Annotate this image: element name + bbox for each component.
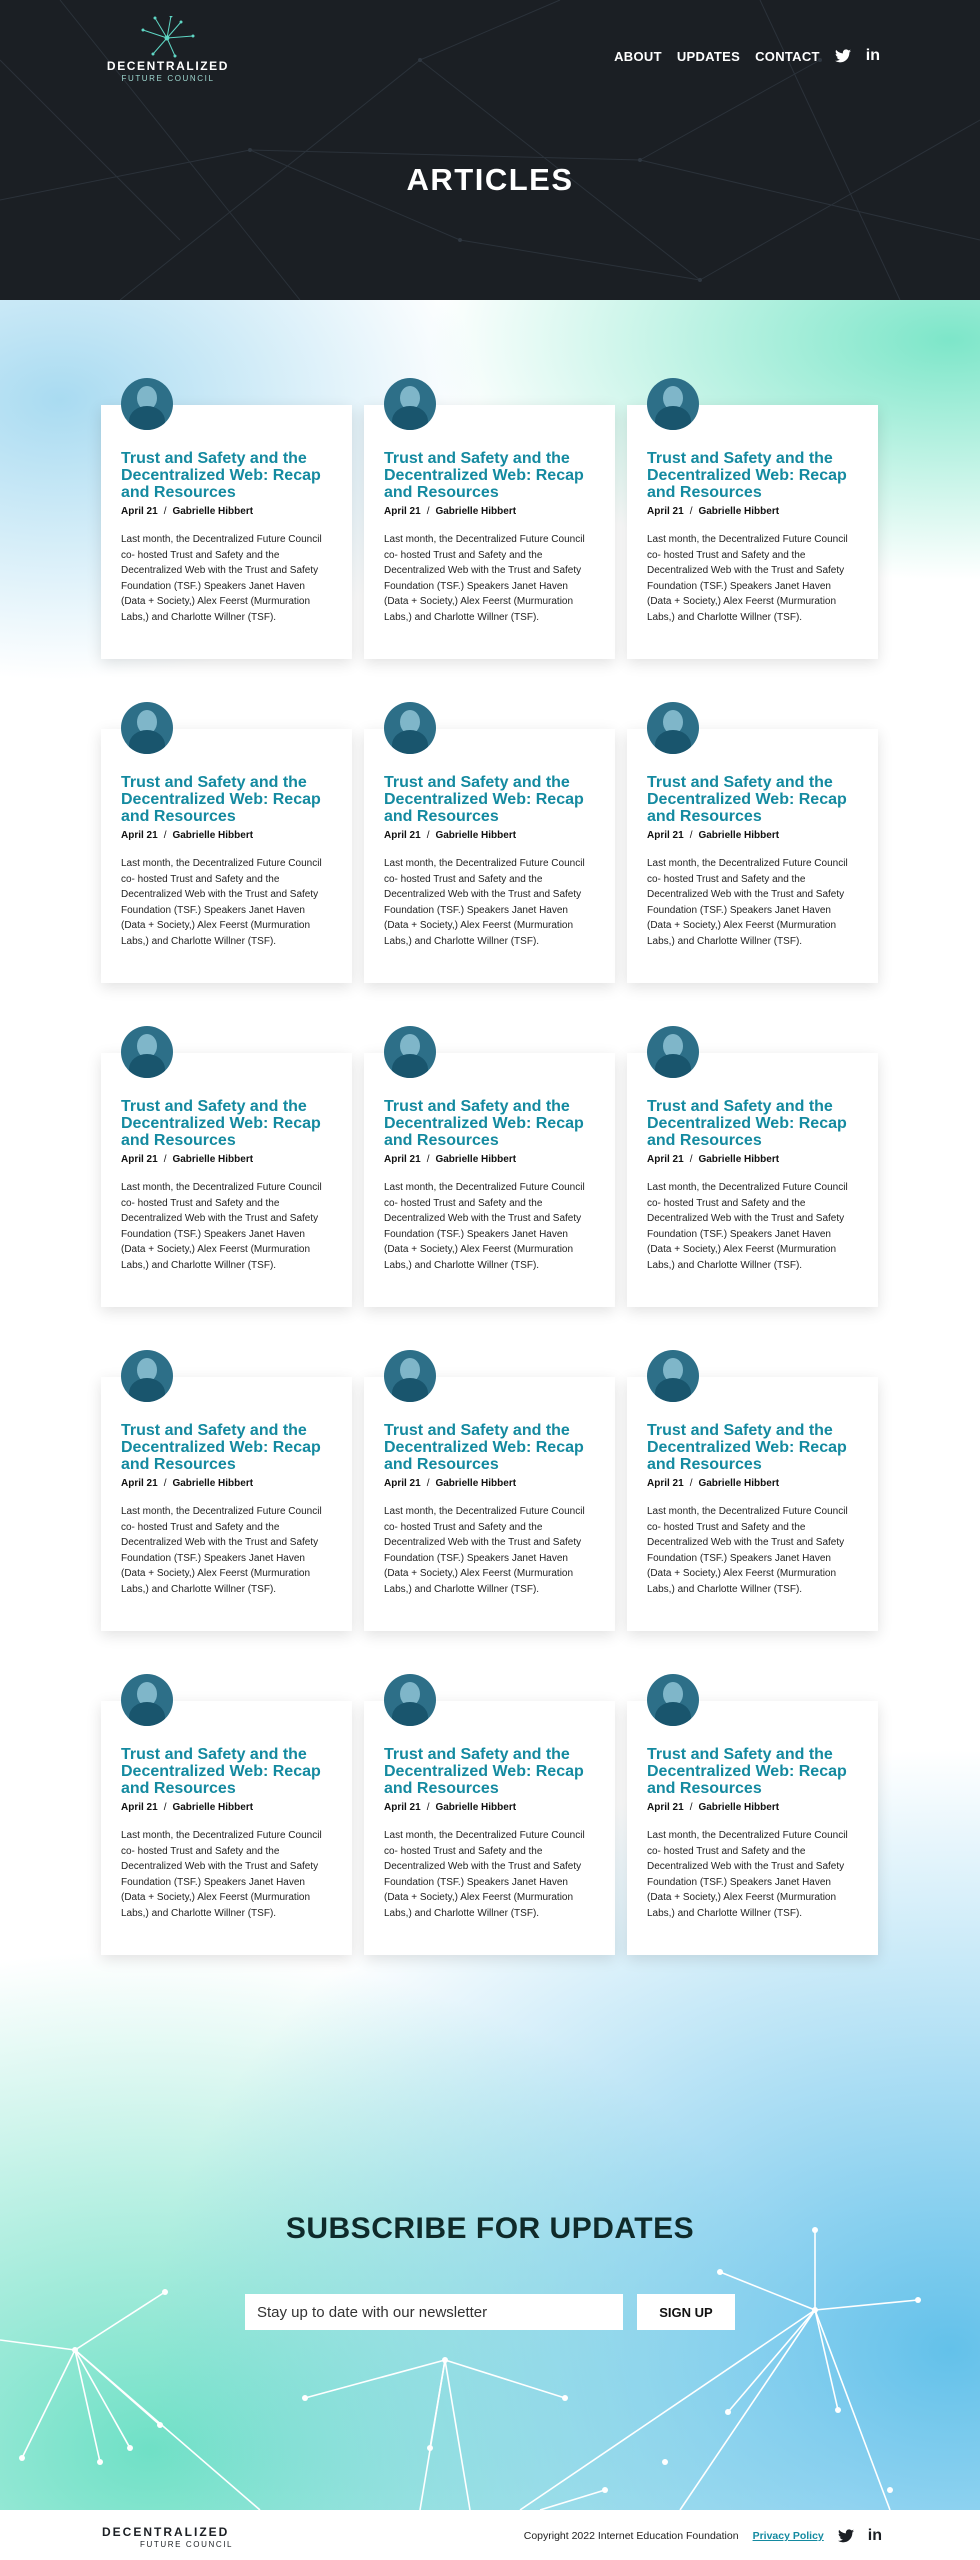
article-title[interactable]: Trust and Safety and the Decentralized Web: Recap and Resources [121,1422,321,1473]
meta-separator: / [689,1802,693,1813]
article-date: April 21 [647,1802,684,1813]
article-meta [384,1478,595,1489]
author-avatar [384,378,436,430]
article-card[interactable] [364,729,615,983]
article-date: April 21 [121,1802,158,1813]
meta-separator: / [689,830,693,841]
article-card[interactable] [627,729,878,983]
article-author: Gabrielle Hibbert [698,1802,780,1813]
article-title[interactable]: Trust and Safety and the Decentralized Web: Recap and Resources [647,1098,847,1149]
site-header [0,0,980,300]
author-avatar [647,378,699,430]
article-title[interactable]: Trust and Safety and the Decentralized Web: Recap and Resources [121,774,321,825]
nav-about[interactable]: ABOUT [614,48,662,64]
subscribe-network [0,2200,980,2510]
article-meta [647,1478,858,1489]
linkedin-icon[interactable]: in [865,47,880,64]
article-card[interactable] [627,1053,878,1307]
article-card[interactable] [364,405,615,659]
meta-separator: / [426,1802,430,1813]
footer-logo-title: DECENTRALIZED [102,2525,230,2539]
article-excerpt: Last month, the Decentralized Future Council co- hosted Trust and Safety and the Decentralized Web with the Trust and Safety Foundation (TSF.) Speakers Janet Haven (Data + Society,) Alex Feerst (Murmuration Labs,) and Charlotte Willner (TSF). [384,1830,585,1919]
article-excerpt: Last month, the Decentralized Future Council co- hosted Trust and Safety and the Decentralized Web with the Trust and Safety Foundation (TSF.) Speakers Janet Haven (Data + Society,) Alex Feerst (Murmuration Labs,) and Charlotte Willner (TSF). [384,1182,585,1271]
article-date: April 21 [121,1154,158,1165]
article-card[interactable] [627,1701,878,1955]
meta-separator: / [426,1154,430,1165]
article-date: April 21 [121,1478,158,1489]
article-date: April 21 [384,1802,421,1813]
article-date: April 21 [121,830,158,841]
copyright-text: Copyright 2022 Internet Education Foundation [523,2530,739,2542]
article-excerpt: Last month, the Decentralized Future Council co- hosted Trust and Safety and the Decentralized Web with the Trust and Safety Foundation (TSF.) Speakers Janet Haven (Data + Society,) Alex Feerst (Murmuration Labs,) and Charlotte Willner (TSF). [647,858,848,947]
meta-separator: / [163,1154,167,1165]
article-date: April 21 [647,830,684,841]
meta-separator: / [426,1478,430,1489]
author-avatar [121,1350,173,1402]
article-author: Gabrielle Hibbert [698,830,780,841]
meta-separator: / [163,830,167,841]
footer-logo-subtitle: FUTURE COUNCIL [140,2540,234,2549]
article-card[interactable] [101,729,352,983]
article-author: Gabrielle Hibbert [698,1478,780,1489]
meta-separator: / [163,506,167,517]
article-meta [384,1802,595,1813]
article-author: Gabrielle Hibbert [172,506,254,517]
article-title[interactable]: Trust and Safety and the Decentralized Web: Recap and Resources [647,1422,847,1473]
author-avatar [647,1026,699,1078]
twitter-icon[interactable] [835,49,851,63]
article-card[interactable] [101,1377,352,1631]
article-excerpt: Last month, the Decentralized Future Council co- hosted Trust and Safety and the Decentralized Web with the Trust and Safety Foundation (TSF.) Speakers Janet Haven (Data + Society,) Alex Feerst (Murmuration Labs,) and Charlotte Willner (TSF). [121,1182,322,1271]
subscribe-title: SUBSCRIBE FOR UPDATES [285,2212,695,2245]
article-excerpt: Last month, the Decentralized Future Council co- hosted Trust and Safety and the Decentralized Web with the Trust and Safety Foundation (TSF.) Speakers Janet Haven (Data + Society,) Alex Feerst (Murmuration Labs,) and Charlotte Willner (TSF). [647,1506,848,1595]
author-avatar [647,702,699,754]
article-meta [121,1478,332,1489]
article-title[interactable]: Trust and Safety and the Decentralized Web: Recap and Resources [647,450,847,501]
author-avatar [384,1674,436,1726]
article-title[interactable]: Trust and Safety and the Decentralized Web: Recap and Resources [121,450,321,501]
privacy-policy-link[interactable]: Privacy Policy [752,2530,824,2542]
article-meta [384,830,595,841]
article-date: April 21 [647,1478,684,1489]
author-avatar [384,1026,436,1078]
article-card[interactable] [627,1377,878,1631]
article-meta [384,506,595,517]
article-date: April 21 [384,1154,421,1165]
author-avatar [121,1026,173,1078]
article-title[interactable]: Trust and Safety and the Decentralized Web: Recap and Resources [121,1746,321,1797]
author-avatar [121,702,173,754]
author-avatar [384,702,436,754]
article-title[interactable]: Trust and Safety and the Decentralized Web: Recap and Resources [121,1098,321,1149]
article-card[interactable] [101,1053,352,1307]
meta-separator: / [163,1802,167,1813]
network-logo-icon [141,16,195,58]
article-excerpt: Last month, the Decentralized Future Council co- hosted Trust and Safety and the Decentralized Web with the Trust and Safety Foundation (TSF.) Speakers Janet Haven (Data + Society,) Alex Feerst (Murmuration Labs,) and Charlotte Willner (TSF). [121,534,322,623]
article-title[interactable]: Trust and Safety and the Decentralized Web: Recap and Resources [384,1746,584,1797]
article-title[interactable]: Trust and Safety and the Decentralized Web: Recap and Resources [384,1422,584,1473]
article-card[interactable] [364,1701,615,1955]
article-author: Gabrielle Hibbert [698,506,780,517]
main-nav [614,46,880,66]
article-author: Gabrielle Hibbert [435,1802,517,1813]
article-excerpt: Last month, the Decentralized Future Council co- hosted Trust and Safety and the Decentralized Web with the Trust and Safety Foundation (TSF.) Speakers Janet Haven (Data + Society,) Alex Feerst (Murmuration Labs,) and Charlotte Willner (TSF). [121,1506,322,1595]
article-author: Gabrielle Hibbert [435,1478,517,1489]
logo-subtitle: FUTURE COUNCIL [121,74,215,83]
article-meta [121,1154,332,1165]
article-title[interactable]: Trust and Safety and the Decentralized Web: Recap and Resources [647,774,847,825]
author-avatar [121,1674,173,1726]
linkedin-icon[interactable]: in [867,2527,882,2544]
meta-separator: / [163,1478,167,1489]
article-date: April 21 [647,1154,684,1165]
footer-logo[interactable] [102,2525,233,2549]
article-meta [647,506,858,517]
article-card[interactable] [101,405,352,659]
newsletter-email-input[interactable] [245,2294,623,2330]
article-date: April 21 [384,1478,421,1489]
meta-separator: / [426,506,430,517]
article-excerpt: Last month, the Decentralized Future Council co- hosted Trust and Safety and the Decentralized Web with the Trust and Safety Foundation (TSF.) Speakers Janet Haven (Data + Society,) Alex Feerst (Murmuration Labs,) and Charlotte Willner (TSF). [384,1506,585,1595]
meta-separator: / [426,830,430,841]
article-date: April 21 [121,506,158,517]
article-meta [647,1802,858,1813]
article-author: Gabrielle Hibbert [172,830,254,841]
author-avatar [121,378,173,430]
article-excerpt: Last month, the Decentralized Future Council co- hosted Trust and Safety and the Decentralized Web with the Trust and Safety Foundation (TSF.) Speakers Janet Haven (Data + Society,) Alex Feerst (Murmuration Labs,) and Charlotte Willner (TSF). [647,1182,848,1271]
articles-section [0,300,980,2510]
article-author: Gabrielle Hibbert [435,830,517,841]
article-excerpt: Last month, the Decentralized Future Council co- hosted Trust and Safety and the Decentralized Web with the Trust and Safety Foundation (TSF.) Speakers Janet Haven (Data + Society,) Alex Feerst (Murmuration Labs,) and Charlotte Willner (TSF). [384,534,585,623]
article-title[interactable]: Trust and Safety and the Decentralized Web: Recap and Resources [384,774,584,825]
author-avatar [384,1350,436,1402]
article-meta [121,830,332,841]
article-author: Gabrielle Hibbert [435,1154,517,1165]
article-card[interactable] [364,1377,615,1631]
article-excerpt: Last month, the Decentralized Future Council co- hosted Trust and Safety and the Decentralized Web with the Trust and Safety Foundation (TSF.) Speakers Janet Haven (Data + Society,) Alex Feerst (Murmuration Labs,) and Charlotte Willner (TSF). [647,1830,848,1919]
article-excerpt: Last month, the Decentralized Future Council co- hosted Trust and Safety and the Decentralized Web with the Trust and Safety Foundation (TSF.) Speakers Janet Haven (Data + Society,) Alex Feerst (Murmuration Labs,) and Charlotte Willner (TSF). [121,1830,322,1919]
meta-separator: / [689,506,693,517]
article-author: Gabrielle Hibbert [435,506,517,517]
logo-title: DECENTRALIZED [106,59,230,73]
article-meta [384,1154,595,1165]
article-meta [647,830,858,841]
site-logo[interactable] [103,16,233,82]
nav-contact[interactable]: CONTACT [755,48,820,64]
article-date: April 21 [384,506,421,517]
article-title[interactable]: Trust and Safety and the Decentralized Web: Recap and Resources [384,1098,584,1149]
article-excerpt: Last month, the Decentralized Future Council co- hosted Trust and Safety and the Decentralized Web with the Trust and Safety Foundation (TSF.) Speakers Janet Haven (Data + Society,) Alex Feerst (Murmuration Labs,) and Charlotte Willner (TSF). [384,858,585,947]
article-author: Gabrielle Hibbert [172,1802,254,1813]
meta-separator: / [689,1478,693,1489]
meta-separator: / [689,1154,693,1165]
article-meta [647,1154,858,1165]
articles-grid [101,405,879,1955]
nav-updates[interactable]: UPDATES [676,48,741,64]
site-footer [0,2510,980,2560]
article-meta [121,506,332,517]
article-author: Gabrielle Hibbert [698,1154,780,1165]
article-card[interactable] [364,1053,615,1307]
article-date: April 21 [647,506,684,517]
article-card[interactable] [101,1701,352,1955]
sign-up-button[interactable]: SIGN UP [637,2294,735,2330]
article-author: Gabrielle Hibbert [172,1478,254,1489]
article-meta [121,1802,332,1813]
article-title[interactable]: Trust and Safety and the Decentralized Web: Recap and Resources [384,450,584,501]
author-avatar [647,1350,699,1402]
article-excerpt: Last month, the Decentralized Future Council co- hosted Trust and Safety and the Decentralized Web with the Trust and Safety Foundation (TSF.) Speakers Janet Haven (Data + Society,) Alex Feerst (Murmuration Labs,) and Charlotte Willner (TSF). [647,534,848,623]
article-title[interactable]: Trust and Safety and the Decentralized Web: Recap and Resources [647,1746,847,1797]
footer-right [524,2529,882,2543]
article-date: April 21 [384,830,421,841]
author-avatar [647,1674,699,1726]
twitter-icon[interactable] [838,2529,854,2543]
article-author: Gabrielle Hibbert [172,1154,254,1165]
article-card[interactable] [627,405,878,659]
article-excerpt: Last month, the Decentralized Future Council co- hosted Trust and Safety and the Decentralized Web with the Trust and Safety Foundation (TSF.) Speakers Janet Haven (Data + Society,) Alex Feerst (Murmuration Labs,) and Charlotte Willner (TSF). [121,858,322,947]
page-title: ARTICLES [406,162,574,197]
